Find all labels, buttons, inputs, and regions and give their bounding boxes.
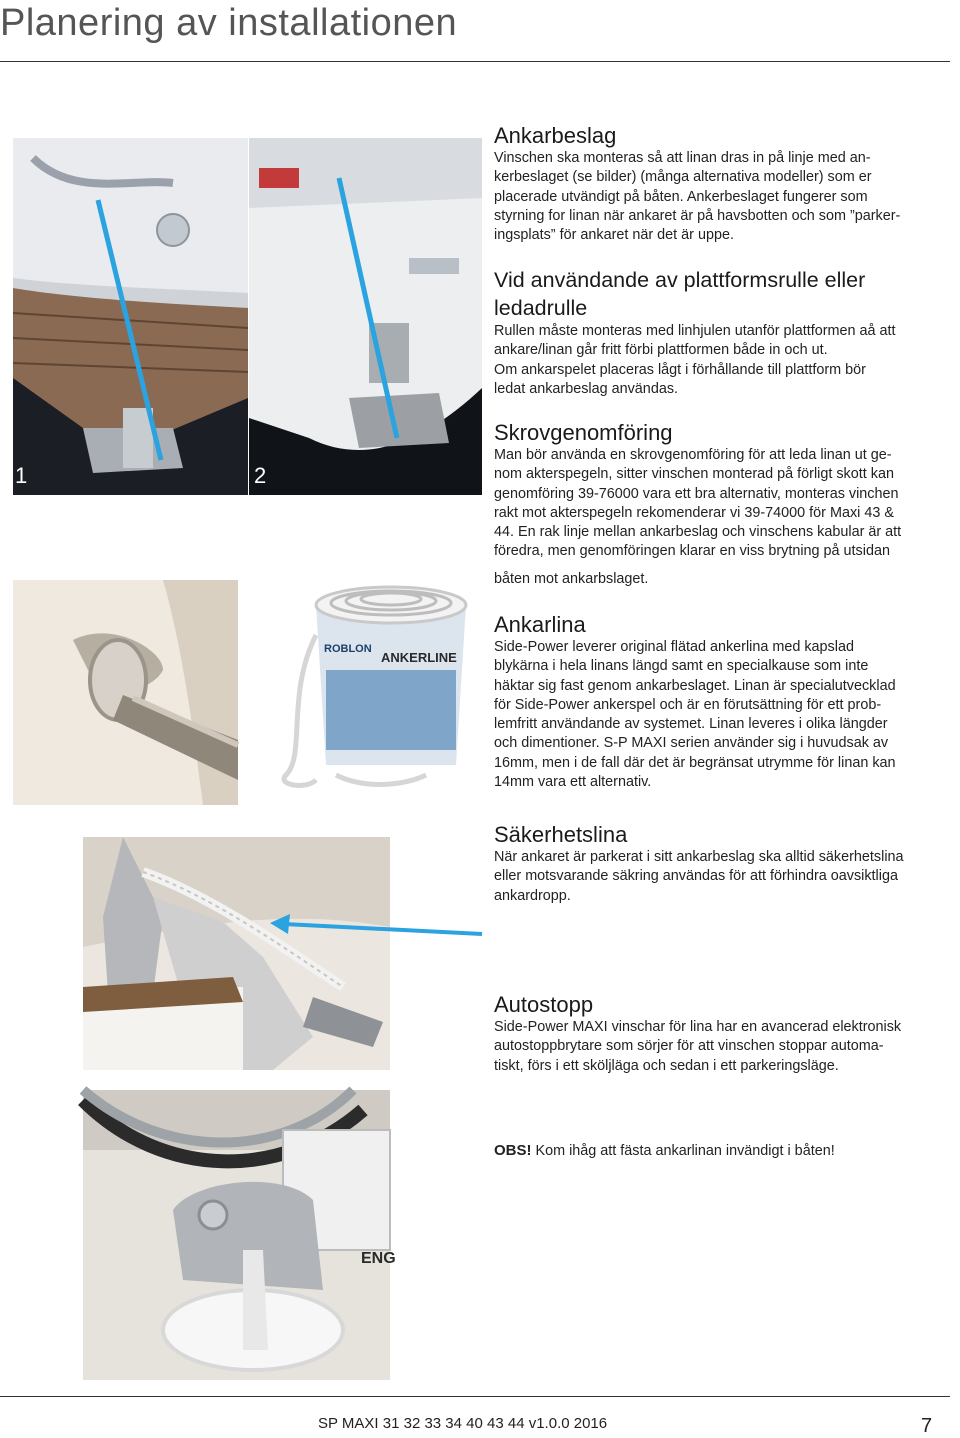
text-line: nom akterspegeln, sitter vinschen monterad på förligt skott kan [494,466,894,483]
text-line: Side-Power leverer original flätad ankerlina med kapslad [494,639,854,655]
text-line: eller motsvarande säkring användas för att förhindra oavsiktliga [494,868,898,885]
paragraph-ankarlina [494,638,960,792]
engine-label: ENG [361,1250,396,1267]
bucket-brand: ROBLON [324,643,372,655]
obs-label: OBS! [494,1142,532,1159]
text-line: ankardropp. [494,887,571,904]
text-line: blykärna i hela linans längd samt en specialkause som inte [494,658,869,675]
paragraph-autostopp [494,1018,960,1076]
paragraph-skrovgenomforing [494,446,960,589]
heading-plattformsrulle: Vid användande av plattformsrulle eller ledadrulle [494,268,866,320]
section-ankarbeslag [494,123,960,245]
photo-anchor-bracket-1 [13,138,248,495]
obs-note [494,1141,960,1161]
heading-ankarlina: Ankarlina [494,612,586,637]
paragraph-sakerhetslina [494,848,960,906]
footer-model-info: SP MAXI 31 32 33 34 40 43 44 v1.0.0 2016 [318,1415,608,1432]
section-autostopp [494,992,960,1076]
paragraph-plattformsrulle [494,322,960,399]
text-line: Vinschen ska monteras så att linan dras in på linje med an- [494,150,871,166]
text-line: Man bör använda en skrovgenomföring för att leda linan ut ge- [494,447,892,463]
text-line: båten mot ankarbslaget. [494,570,649,587]
section-skrovgenomforing [494,420,960,589]
arrow-icon [270,912,485,942]
text-line: kerbeslaget (se bilder) (många alternativa modeller) som er [494,169,872,186]
text-line: styrning for linan när ankaret är på havsbotten och som ”parker- [494,207,901,224]
section-ankarlina [494,612,960,792]
text-line: placerade utvändigt på båten. Ankerbeslaget fungerer som [494,188,868,205]
footer-divider [0,1396,950,1397]
section-sakerhetslina [494,822,960,906]
text-line: och dimentioner. S-P MAXI serien använder sig i huvudsak av [494,735,889,752]
text-line: för Side-Power ankerspel och är en förutsättning för ett prob- [494,696,882,713]
obs-paragraph [494,1141,960,1161]
heading-skrovgenomforing: Skrovgenomföring [494,420,673,445]
page-title: Planering av installationen [0,2,458,44]
heading-sakerhetslina: Säkerhetslina [494,822,628,847]
text-line: ledat ankarbeslag användas. [494,380,679,397]
text-line: Om ankarspelet placeras lågt i förhållande till plattform bör [494,361,866,378]
text-line: lemfritt användande av systemet. Linan leveres i olika längder [494,716,888,733]
figure-number-1: 1 [15,463,28,488]
title-divider [0,61,950,62]
text-line: ankare/linan går fritt förbi plattformen både in och ut. [494,342,828,359]
text-line: 16mm, men i de fall där det är begränsat utrymme för linan kan [494,754,896,771]
photo-anchor-rope-bucket [246,575,476,805]
text-line: ingsplats” för ankaret när det är uppe. [494,227,734,244]
bucket-label: ANKERLINE [381,650,457,665]
text-line: häktar sig fast genom ankarbeslaget. Linan är specialutvecklad [494,677,896,694]
section-plattformsrulle [494,266,960,399]
photo-anchor-bracket-2 [249,138,482,495]
text-line: När ankaret är parkerat i sitt ankarbeslag ska alltid säkerhetslina [494,849,904,865]
text-line: Rullen måste monteras med linhjulen utanför plattformen aå att [494,323,896,339]
heading-ankarbeslag: Ankarbeslag [494,123,617,148]
page-number: 7 [921,1415,933,1437]
text-line: Side-Power MAXI vinschar för lina har en avancerad elektronisk [494,1019,902,1035]
heading-autostopp: Autostopp [494,992,594,1017]
text-line: tiskt, förs i ett sköljläga och sedan i ett parkeringsläge. [494,1057,839,1074]
text-line: autostoppbrytare som sörjer för att vinschen stoppar automa- [494,1038,884,1055]
photo-hull-fitting [13,580,238,805]
paragraph-ankarbeslag [494,149,960,245]
text-line: 14mm vara ett alternativ. [494,774,652,791]
text-line: föredra, men genomföringen klarar en viss brytning på utsidan [494,543,890,560]
photo-autostop-winch [83,1090,396,1380]
text-line: genomföring 39-76000 vara ett bra alternativ, monteras vinchen [494,485,899,502]
text-line: 44. En rak linje mellan ankarbeslag och vinschens kabular är att [494,524,902,541]
figure-number-2: 2 [254,463,267,488]
text-line: rakt mot akterspegeln rekomenderar vi 39-74000 för Maxi 43 & [494,504,894,521]
photo-safety-line [83,837,390,1070]
obs-text: Kom ihåg att fästa ankarlinan invändigt i båten! [531,1143,835,1159]
